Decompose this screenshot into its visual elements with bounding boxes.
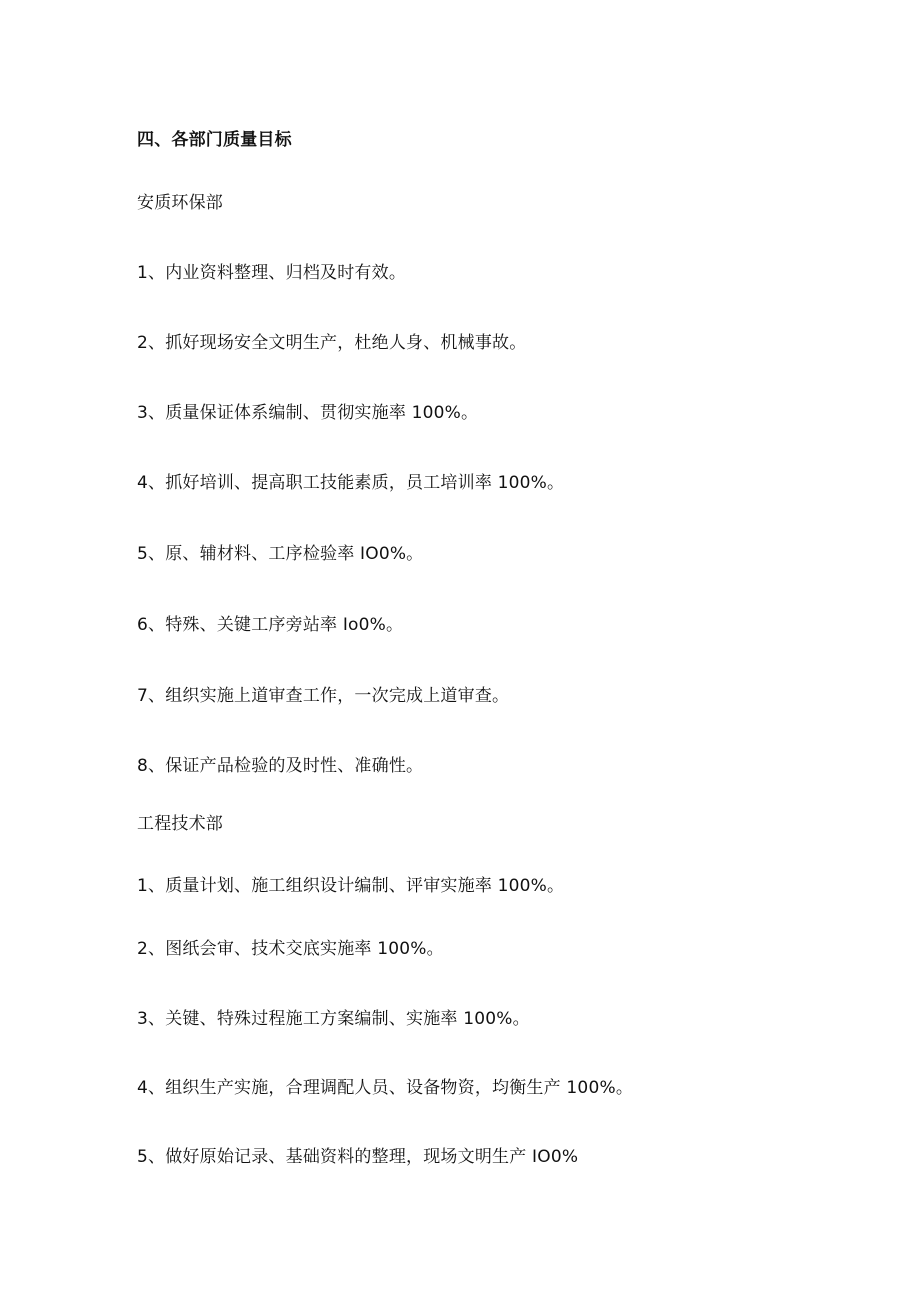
list-item: 5、做好原始记录、基础资料的整理，现场文明生产 IO0% xyxy=(137,1147,579,1167)
list-item: 6、特殊、关键工序旁站率 Io0%。 xyxy=(137,615,404,635)
list-item: 2、抓好现场安全文明生产，杜绝人身、机械事故。 xyxy=(137,333,527,353)
section-title-engineering: 工程技术部 xyxy=(137,814,223,834)
page-heading: 四、各部门质量目标 xyxy=(137,130,292,150)
list-item: 4、组织生产实施，合理调配人员、设备物资，均衡生产 100%。 xyxy=(137,1078,634,1098)
list-item: 3、质量保证体系编制、贯彻实施率 100%。 xyxy=(137,403,479,423)
list-item: 1、内业资料整理、归档及时有效。 xyxy=(137,263,407,283)
list-item: 4、抓好培训、提高职工技能素质，员工培训率 100%。 xyxy=(137,473,565,493)
list-item: 1、质量计划、施工组织设计编制、评审实施率 100%。 xyxy=(137,876,565,896)
section-title-safety-quality: 安质环保部 xyxy=(137,193,223,213)
list-item: 7、组织实施上道审查工作，一次完成上道审查。 xyxy=(137,686,510,706)
list-item: 2、图纸会审、技术交底实施率 100%。 xyxy=(137,939,444,959)
list-item: 3、关键、特殊过程施工方案编制、实施率 100%。 xyxy=(137,1009,530,1029)
list-item: 8、保证产品检验的及时性、准确性。 xyxy=(137,756,424,776)
list-item: 5、原、辅材料、工序检验率 IO0%。 xyxy=(137,544,424,564)
